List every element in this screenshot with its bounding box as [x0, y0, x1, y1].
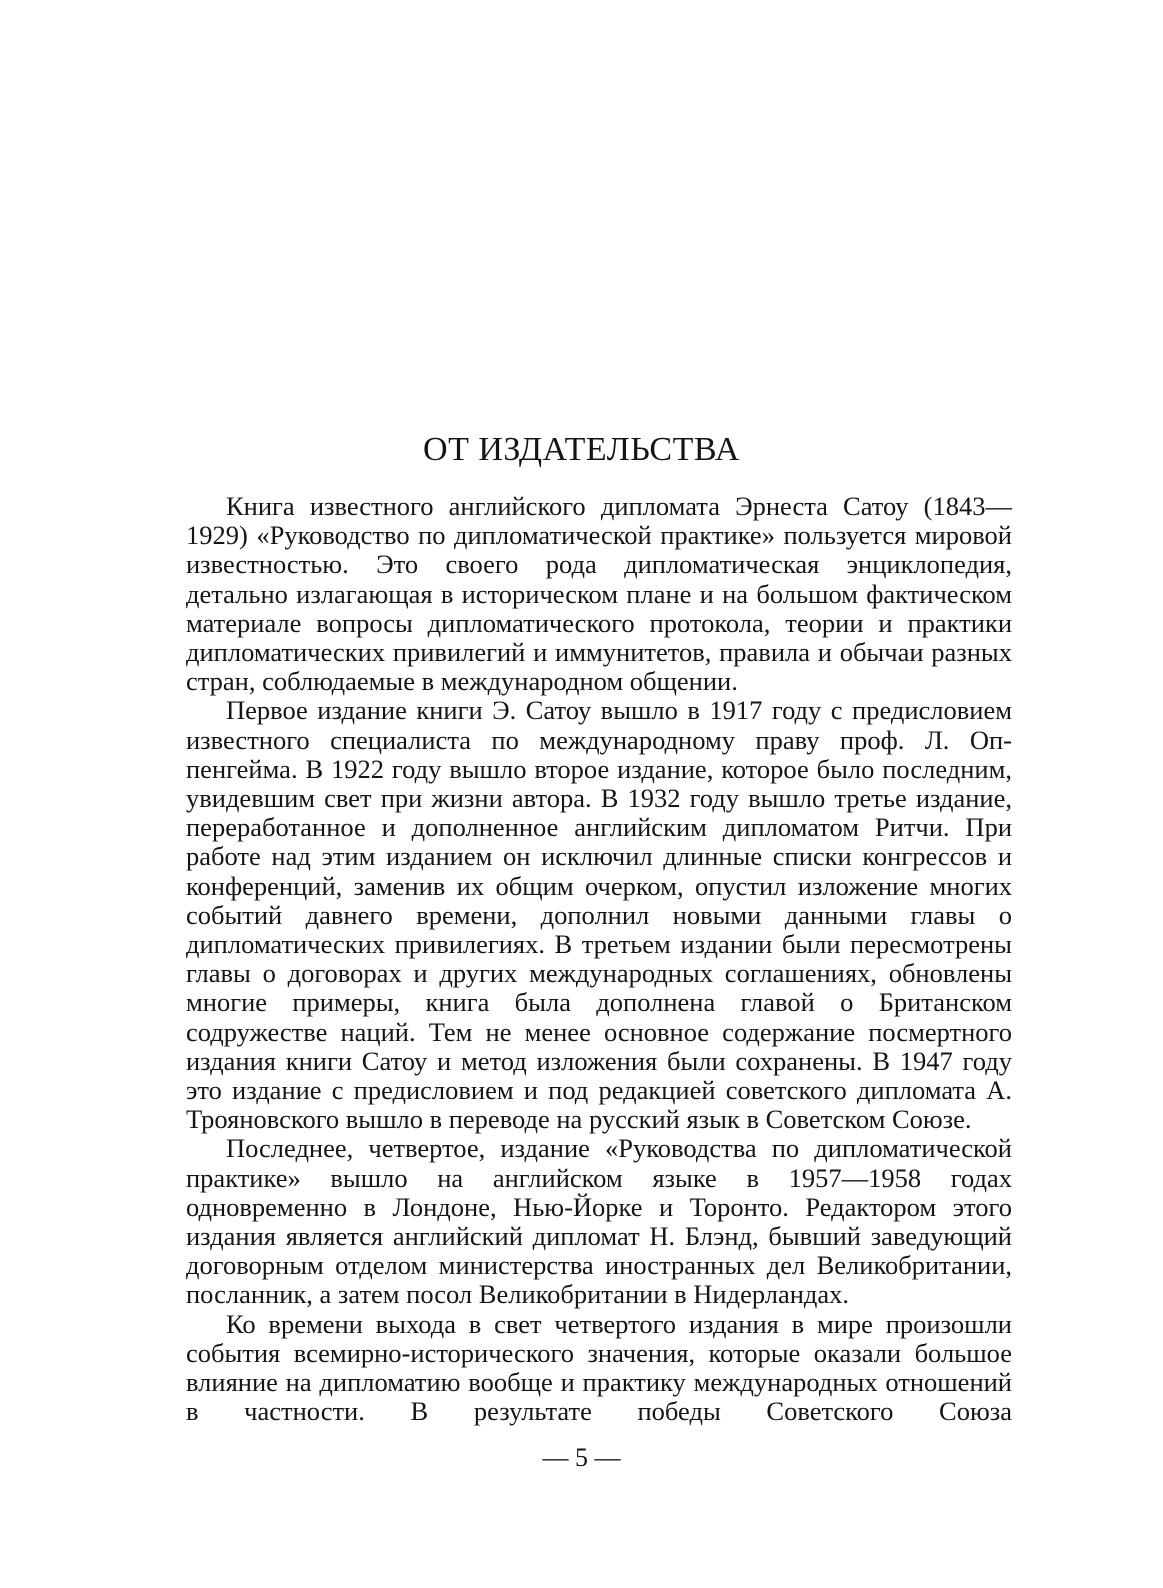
paragraph: Ко времени выхода в свет четвертого издания в мире произошли события всемирно-исторического значения, которые оказали большое влияние на дипломатию вообще и практику международных отношений в частности. В результате победы Советского Союза — [186, 1308, 1012, 1427]
paragraph: Первое издание книги Э. Сатоу вышло в 1917 году с предисловием известного специалиста по международному праву проф. Л. Оппенгейма. В 1922 году вышло второе издание, которое было последним, увидевшим свет при жизни автора. В 1932 году вышло третье издание, переработанное и дополненное английским дипломатом Ритчи. При работе над этим изданием он исключил длинные списки конгрессов и конференций, заменив их общим очерком, опустил изложение многих событий давнего времени, дополнил новыми данными главы о дипломатических привилегиях. В третьем издании были пересмотрены главы о договорах и других международных соглашениях, обновлены многие примеры, книга была дополнена главой о Британском содружестве наций. Тем не менее основное содержание посмертного издания книги Сатоу и метод изложения были сохранены. В 1947 году это издание с предисловием и под редакцией советского дипломата А. Трояновского вышло в переводе на русский язык в Советском Союзе. — [186, 695, 1012, 1135]
body-text — [186, 492, 1012, 1427]
page-title: ОТ ИЗДАТЕЛЬСТВА — [423, 431, 740, 468]
paragraph: Последнее, четвертое, издание «Руководства по дипломатической практике» вышло на английском языке в 1957—1958 годах одновременно в Лондоне, Нью-Йорке и Торонто. Редактором этого издания является английский дипломат Н. Блэнд, бывший заведующий договорным отделом министерства иностранных дел Великобритании, посланник, а затем посол Великобритании в Нидерландах. — [186, 1133, 1012, 1310]
page-number: — 5 — — [542, 1443, 621, 1472]
paragraph: Книга известного английского дипломата Эрнеста Сатоу (1843—1929) «Руководство по дипломатической практике» пользуется мировой известностью. Это своего рода дипломатическая энциклопедия, детально излагающая в историческом плане и на большом фактическом материале вопросы дипломатического протокола, теории и практики дипломатических привилегий и иммунитетов, правила и обычаи разных стран, соблюдаемые в международном общении. — [186, 491, 1012, 697]
